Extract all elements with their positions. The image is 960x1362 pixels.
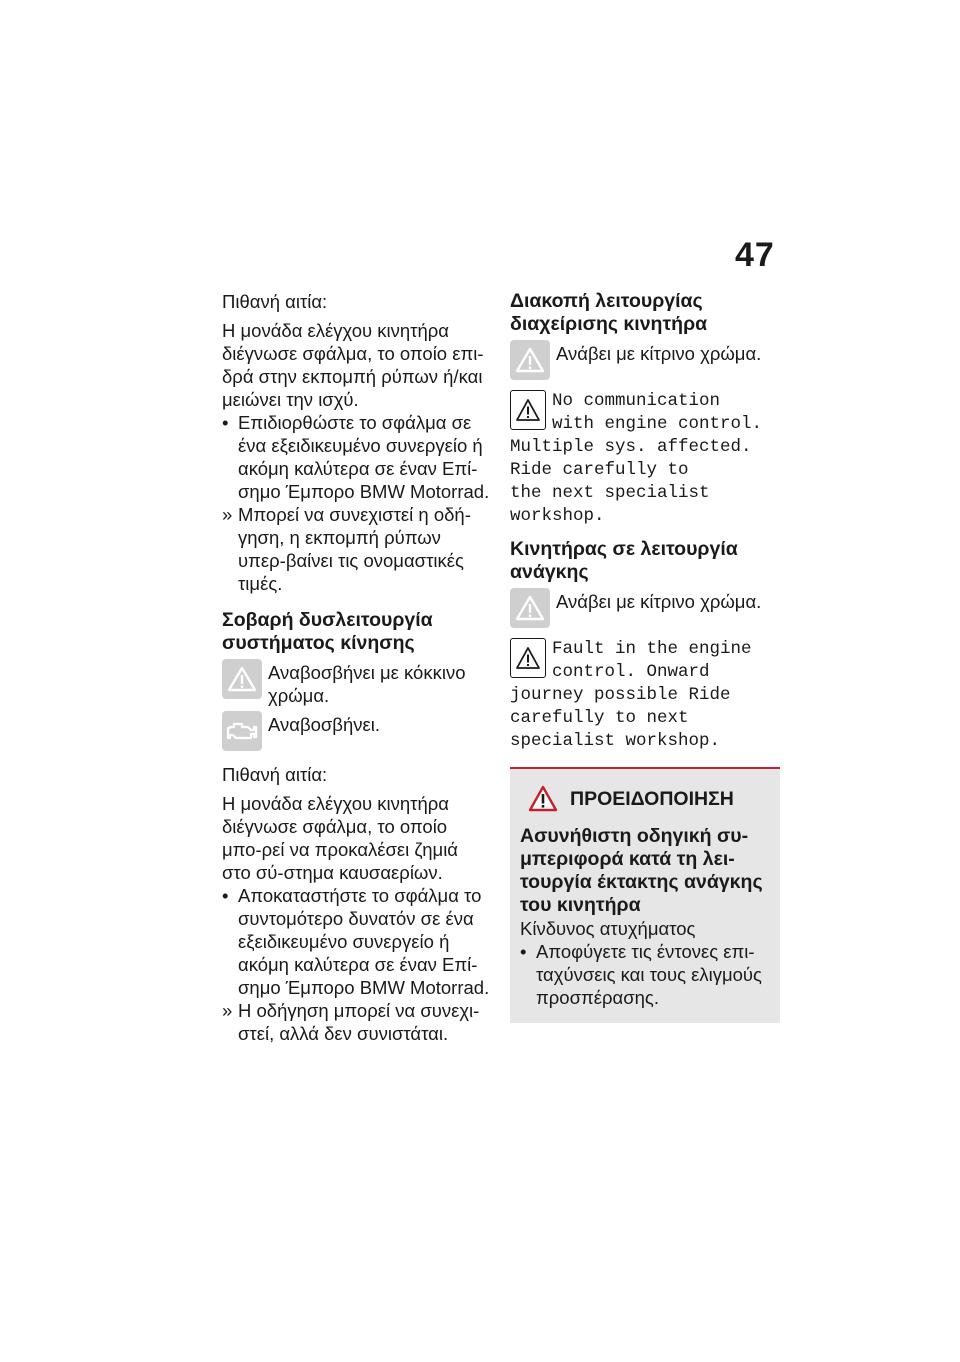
tft-line: journey possible Ride [510,685,731,705]
right-column [510,290,780,1023]
section-heading: Κινητήρας σε λειτουργία ανάγκης [510,538,738,583]
action-bullet [222,884,490,999]
page-number: 47 [735,236,775,274]
result-text: Η οδήγηση μπορεί να συνεχι-στεί, αλλά δεν συνιστάται. [238,1000,480,1044]
result-bullet [222,503,490,595]
tft-line: workshop. [510,506,605,526]
indicator-row [222,659,490,707]
section-heading: Σοβαρή δυσλειτουργία συστήματος κίνησης [222,609,433,654]
warning-text: Κίνδυνος ατυχήματος [520,918,696,939]
warning-title-text: ΠΡΟΕΙΔΟΠΟΙΗΣΗ [570,787,734,810]
indicator-text: Ανάβει με κίτρινο χρώμα. [556,591,762,612]
tft-message [510,638,780,753]
section-heading: Διακοπή λειτουργίας διαχείρισης κινητήρα [510,290,708,335]
indicator-row [510,588,780,628]
engine-check-icon [222,711,262,751]
action-text: Αποκαταστήστε το σφάλμα το συντομότερο δυνατόν σε ένα εξειδικευμένο συνεργείο ή ακόμη καλύτερα σε έναν Επί-σημο Έμπορο BMW Motorrad. [238,885,490,998]
result-mark: » [222,504,233,525]
warning-triangle-icon [222,659,262,699]
tft-line: No communication [552,391,721,411]
bullet-mark: • [520,941,527,962]
result-text: Μπορεί να συνεχιστεί η οδή-γηση, η εκπομπή ρύπων υπερ-βαίνει τις ονομαστικές τιμές. [238,504,471,594]
tft-line: Multiple sys. affected. [510,437,752,457]
left-column [222,290,490,1045]
warning-box [510,769,780,1023]
warning-title [528,785,770,813]
tft-line: Fault in the engine [552,639,752,659]
result-mark: » [222,1000,233,1021]
tft-line: the next specialist [510,483,710,503]
action-text: Επιδιορθώστε το σφάλμα σε ένα εξειδικευμένο συνεργείο ή ακόμη καλύτερα σε έναν Επί-σημο Έμπορο BMW Motorrad. [238,412,490,502]
cause-text: Η μονάδα ελέγχου κινητήρα διέγνωσε σφάλμα, το οποίο επι-δρά στην εκπομπή ρύπων ή/και μειώνει την ισχύ. [222,320,484,410]
warning-triangle-icon [510,390,546,430]
action-bullet [222,411,490,503]
bullet-mark: • [222,885,229,906]
result-bullet [222,999,490,1045]
warning-triangle-icon [510,588,550,628]
tft-message [510,390,780,528]
bullet-mark: • [222,412,229,433]
tft-line: specialist workshop. [510,731,721,751]
cause-label: Πιθανή αιτία: [222,764,328,785]
warning-bullet-text: Αποφύγετε τις έντονες επι-ταχύνσεις και τους ελιγμούς προσπέρασης. [536,941,762,1008]
tft-line: with engine control. [552,414,763,434]
tft-line: control. Onward [552,662,710,682]
warning-triangle-icon [510,638,546,678]
warning-heading: Ασυνήθιστη οδηγική συ-μπεριφορά κατά τη λει-τουργία έκτακτης ανάγκης του κινητήρα [520,825,763,916]
warning-bullet [520,940,770,1009]
indicator-row [222,711,490,751]
tft-line: Ride carefully to [510,460,689,480]
warning-triangle-icon [510,340,550,380]
cause-label: Πιθανή αιτία: [222,291,328,312]
tft-line: carefully to next [510,708,689,728]
indicator-text: Αναβοσβήνει. [268,714,380,735]
indicator-row [510,340,780,380]
warning-triangle-icon [528,785,558,813]
indicator-text: Αναβοσβήνει με κόκκινο χρώμα. [268,662,466,706]
indicator-text: Ανάβει με κίτρινο χρώμα. [556,343,762,364]
cause-text: Η μονάδα ελέγχου κινητήρα διέγνωσε σφάλμα, το οποίο μπο-ρεί να προκαλέσει ζημιά στο σύ-στημα καυσαερίων. [222,793,459,883]
